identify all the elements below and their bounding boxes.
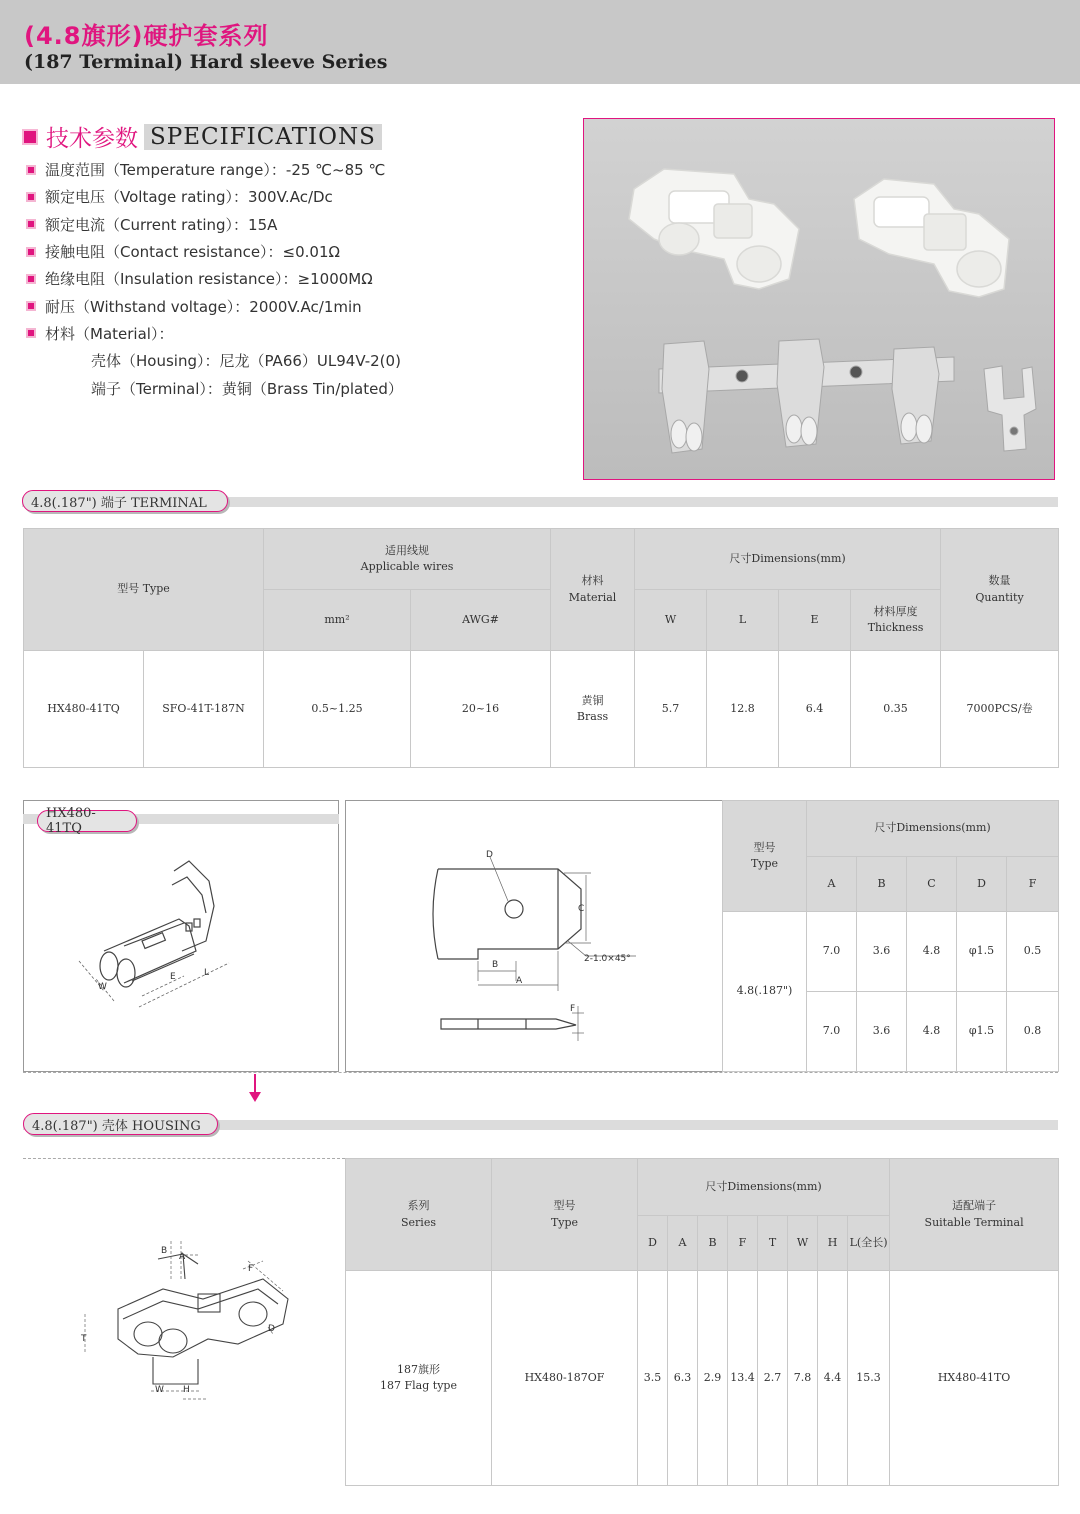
dim-cell: 4.8 <box>907 912 957 992</box>
mid-label-d: D <box>486 850 493 860</box>
product-photo <box>583 118 1055 480</box>
dim-cell: 7.0 <box>807 912 857 992</box>
dashed-divider <box>23 1072 1058 1073</box>
housing-header-type: 型号 Type <box>492 1159 638 1271</box>
housing-3d-drawing <box>23 1159 345 1487</box>
bullet-icon <box>26 247 36 257</box>
header-dimensions: 尺寸Dimensions(mm) <box>635 529 941 590</box>
terminal-section-label: 4.8(.187") 端子 TERMINAL <box>22 490 228 512</box>
specs-heading-zh: 技术参数 <box>46 126 138 152</box>
housing-col-b: B <box>698 1216 728 1271</box>
product-photo-illustration <box>584 119 1055 480</box>
cell-l: 12.8 <box>707 651 779 768</box>
bullet-icon <box>26 192 36 202</box>
mid-label-a: A <box>516 976 523 986</box>
specs-heading <box>22 120 382 152</box>
dim-header-a: A <box>807 857 857 912</box>
housing-cell-series: 187旗形 187 Flag type <box>346 1271 492 1486</box>
cell-e: 6.4 <box>779 651 851 768</box>
spec-text: 额定电压（Voltage rating）：300V.Ac/Dc <box>45 188 333 207</box>
header-material: 材料 Material <box>551 529 635 651</box>
housing-cell: 7.8 <box>788 1271 818 1486</box>
dim-cell: φ1.5 <box>957 992 1007 1072</box>
housing-label-d: D <box>268 1324 275 1334</box>
bullet-icon <box>26 301 36 311</box>
bullet-icon <box>26 328 36 338</box>
arrow-down-icon <box>245 1074 265 1104</box>
dim-cell: φ1.5 <box>957 912 1007 992</box>
housing-label-b: B <box>161 1246 168 1256</box>
housing-cell: 13.4 <box>728 1271 758 1486</box>
mid-label-c: C <box>578 904 585 914</box>
header-awg: AWG# <box>411 590 551 651</box>
spec-sub-item: 壳体（Housing）：尼龙（PA66）UL94V-2(0) <box>91 352 401 371</box>
dimensions-table <box>722 800 1059 1072</box>
housing-table <box>345 1158 1059 1486</box>
spec-text: 温度范围（Temperature range）：-25 ℃~85 ℃ <box>45 161 386 180</box>
header-type: 型号 Type <box>24 529 264 651</box>
housing-cell: 15.3 <box>848 1271 890 1486</box>
housing-col-d: D <box>638 1216 668 1271</box>
mid-label-chamfer: 2-1.0×45° <box>584 954 631 964</box>
housing-col-t: T <box>758 1216 788 1271</box>
spec-item <box>26 211 403 238</box>
dim-header-dimensions: 尺寸Dimensions(mm) <box>807 801 1059 857</box>
bullet-square-icon <box>22 129 38 145</box>
housing-col-w: W <box>788 1216 818 1271</box>
terminal-drawing-mid <box>345 800 723 1072</box>
drawing-section-label: HX480-41TQ <box>37 810 137 832</box>
dim-header-d: D <box>957 857 1007 912</box>
dim-cell: 0.8 <box>1007 992 1059 1072</box>
header-e: E <box>779 590 851 651</box>
dim-header-c: C <box>907 857 957 912</box>
housing-header-dimensions: 尺寸Dimensions(mm) <box>638 1159 890 1216</box>
spec-sub-item: 端子（Terminal）：黄铜（Brass Tin/plated） <box>91 379 403 398</box>
bullet-icon <box>26 274 36 284</box>
mid-label-f: F <box>570 1004 576 1014</box>
housing-label-h: H <box>183 1385 190 1395</box>
header-w: W <box>635 590 707 651</box>
drawing-label-e: E <box>170 972 176 982</box>
terminal-2d-drawing <box>346 801 722 1071</box>
spec-text: 接触电阻（Contact resistance）：≤0.01Ω <box>45 243 340 262</box>
housing-cell: 4.4 <box>818 1271 848 1486</box>
bullet-icon <box>26 165 36 175</box>
bullet-icon <box>26 219 36 229</box>
dim-cell-type: 4.8(.187") <box>723 912 807 1072</box>
drawing-label-l: L <box>204 968 210 978</box>
dim-cell: 3.6 <box>857 992 907 1072</box>
spec-item <box>26 292 403 319</box>
housing-drawing <box>23 1158 345 1487</box>
terminal-drawing-left <box>23 800 339 1072</box>
spec-text: 绝缘电阻（Insulation resistance）：≥1000MΩ <box>45 270 373 289</box>
spec-item <box>26 156 403 183</box>
housing-label-a: A <box>179 1252 186 1262</box>
table-row <box>24 651 1059 768</box>
housing-header-series: 系列 Series <box>346 1159 492 1271</box>
spec-item <box>26 265 403 292</box>
header-l: L <box>707 590 779 651</box>
housing-section-label: 4.8(.187") 壳体 HOUSING <box>23 1113 218 1135</box>
cell-w: 5.7 <box>635 651 707 768</box>
spec-text: 额定电流（Current rating）：15A <box>45 215 278 234</box>
dim-cell: 0.5 <box>1007 912 1059 992</box>
housing-cell: 3.5 <box>638 1271 668 1486</box>
dim-header-type: 型号 Type <box>723 801 807 912</box>
table-row <box>346 1271 1059 1486</box>
housing-cell: 6.3 <box>668 1271 698 1486</box>
header-wires: 适用线规 Applicable wires <box>264 529 551 590</box>
cell-code: SFO-41T-187N <box>144 651 264 768</box>
spec-item <box>26 320 403 347</box>
housing-col-l: L(全长) <box>848 1216 890 1271</box>
mid-label-b: B <box>492 960 499 970</box>
terminal-table <box>23 528 1059 768</box>
housing-label-f: F <box>248 1264 254 1274</box>
header-mm2: mm² <box>264 590 411 651</box>
housing-cell: 2.9 <box>698 1271 728 1486</box>
housing-label-w: W <box>155 1385 164 1395</box>
housing-cell: 2.7 <box>758 1271 788 1486</box>
table-row <box>723 912 1059 992</box>
housing-col-f: F <box>728 1216 758 1271</box>
housing-col-h: H <box>818 1216 848 1271</box>
specs-heading-en: SPECIFICATIONS <box>144 124 382 150</box>
housing-label-t: T <box>81 1334 87 1344</box>
terminal-3d-drawing <box>24 801 338 1071</box>
cell-model: HX480-41TQ <box>24 651 144 768</box>
header-thickness: 材料厚度 Thickness <box>851 590 941 651</box>
spec-text: 材料（Material）： <box>45 324 174 343</box>
cell-material: 黄铜 Brass <box>551 651 635 768</box>
spec-item <box>26 183 403 210</box>
page-title-zh: (4.8旗形)硬护套系列 <box>24 22 269 50</box>
dim-cell: 3.6 <box>857 912 907 992</box>
drawing-label-w: W <box>98 982 107 992</box>
cell-awg: 20~16 <box>411 651 551 768</box>
page-title-en: (187 Terminal) Hard sleeve Series <box>24 51 388 73</box>
cell-mm2: 0.5~1.25 <box>264 651 411 768</box>
dim-header-f: F <box>1007 857 1059 912</box>
cell-thickness: 0.35 <box>851 651 941 768</box>
housing-cell-suitable: HX480-41TO <box>890 1271 1059 1486</box>
housing-col-a: A <box>668 1216 698 1271</box>
housing-header-suitable: 适配端子 Suitable Terminal <box>890 1159 1059 1271</box>
dim-header-b: B <box>857 857 907 912</box>
spec-text: 耐压（Withstand voltage）：2000V.Ac/1min <box>45 297 362 316</box>
spec-item <box>26 238 403 265</box>
dim-cell: 4.8 <box>907 992 957 1072</box>
housing-cell-type: HX480-187OF <box>492 1271 638 1486</box>
header-quantity: 数量 Quantity <box>941 529 1059 651</box>
cell-quantity: 7000PCS/卷 <box>941 651 1059 768</box>
dim-cell: 7.0 <box>807 992 857 1072</box>
spec-list <box>26 156 403 402</box>
